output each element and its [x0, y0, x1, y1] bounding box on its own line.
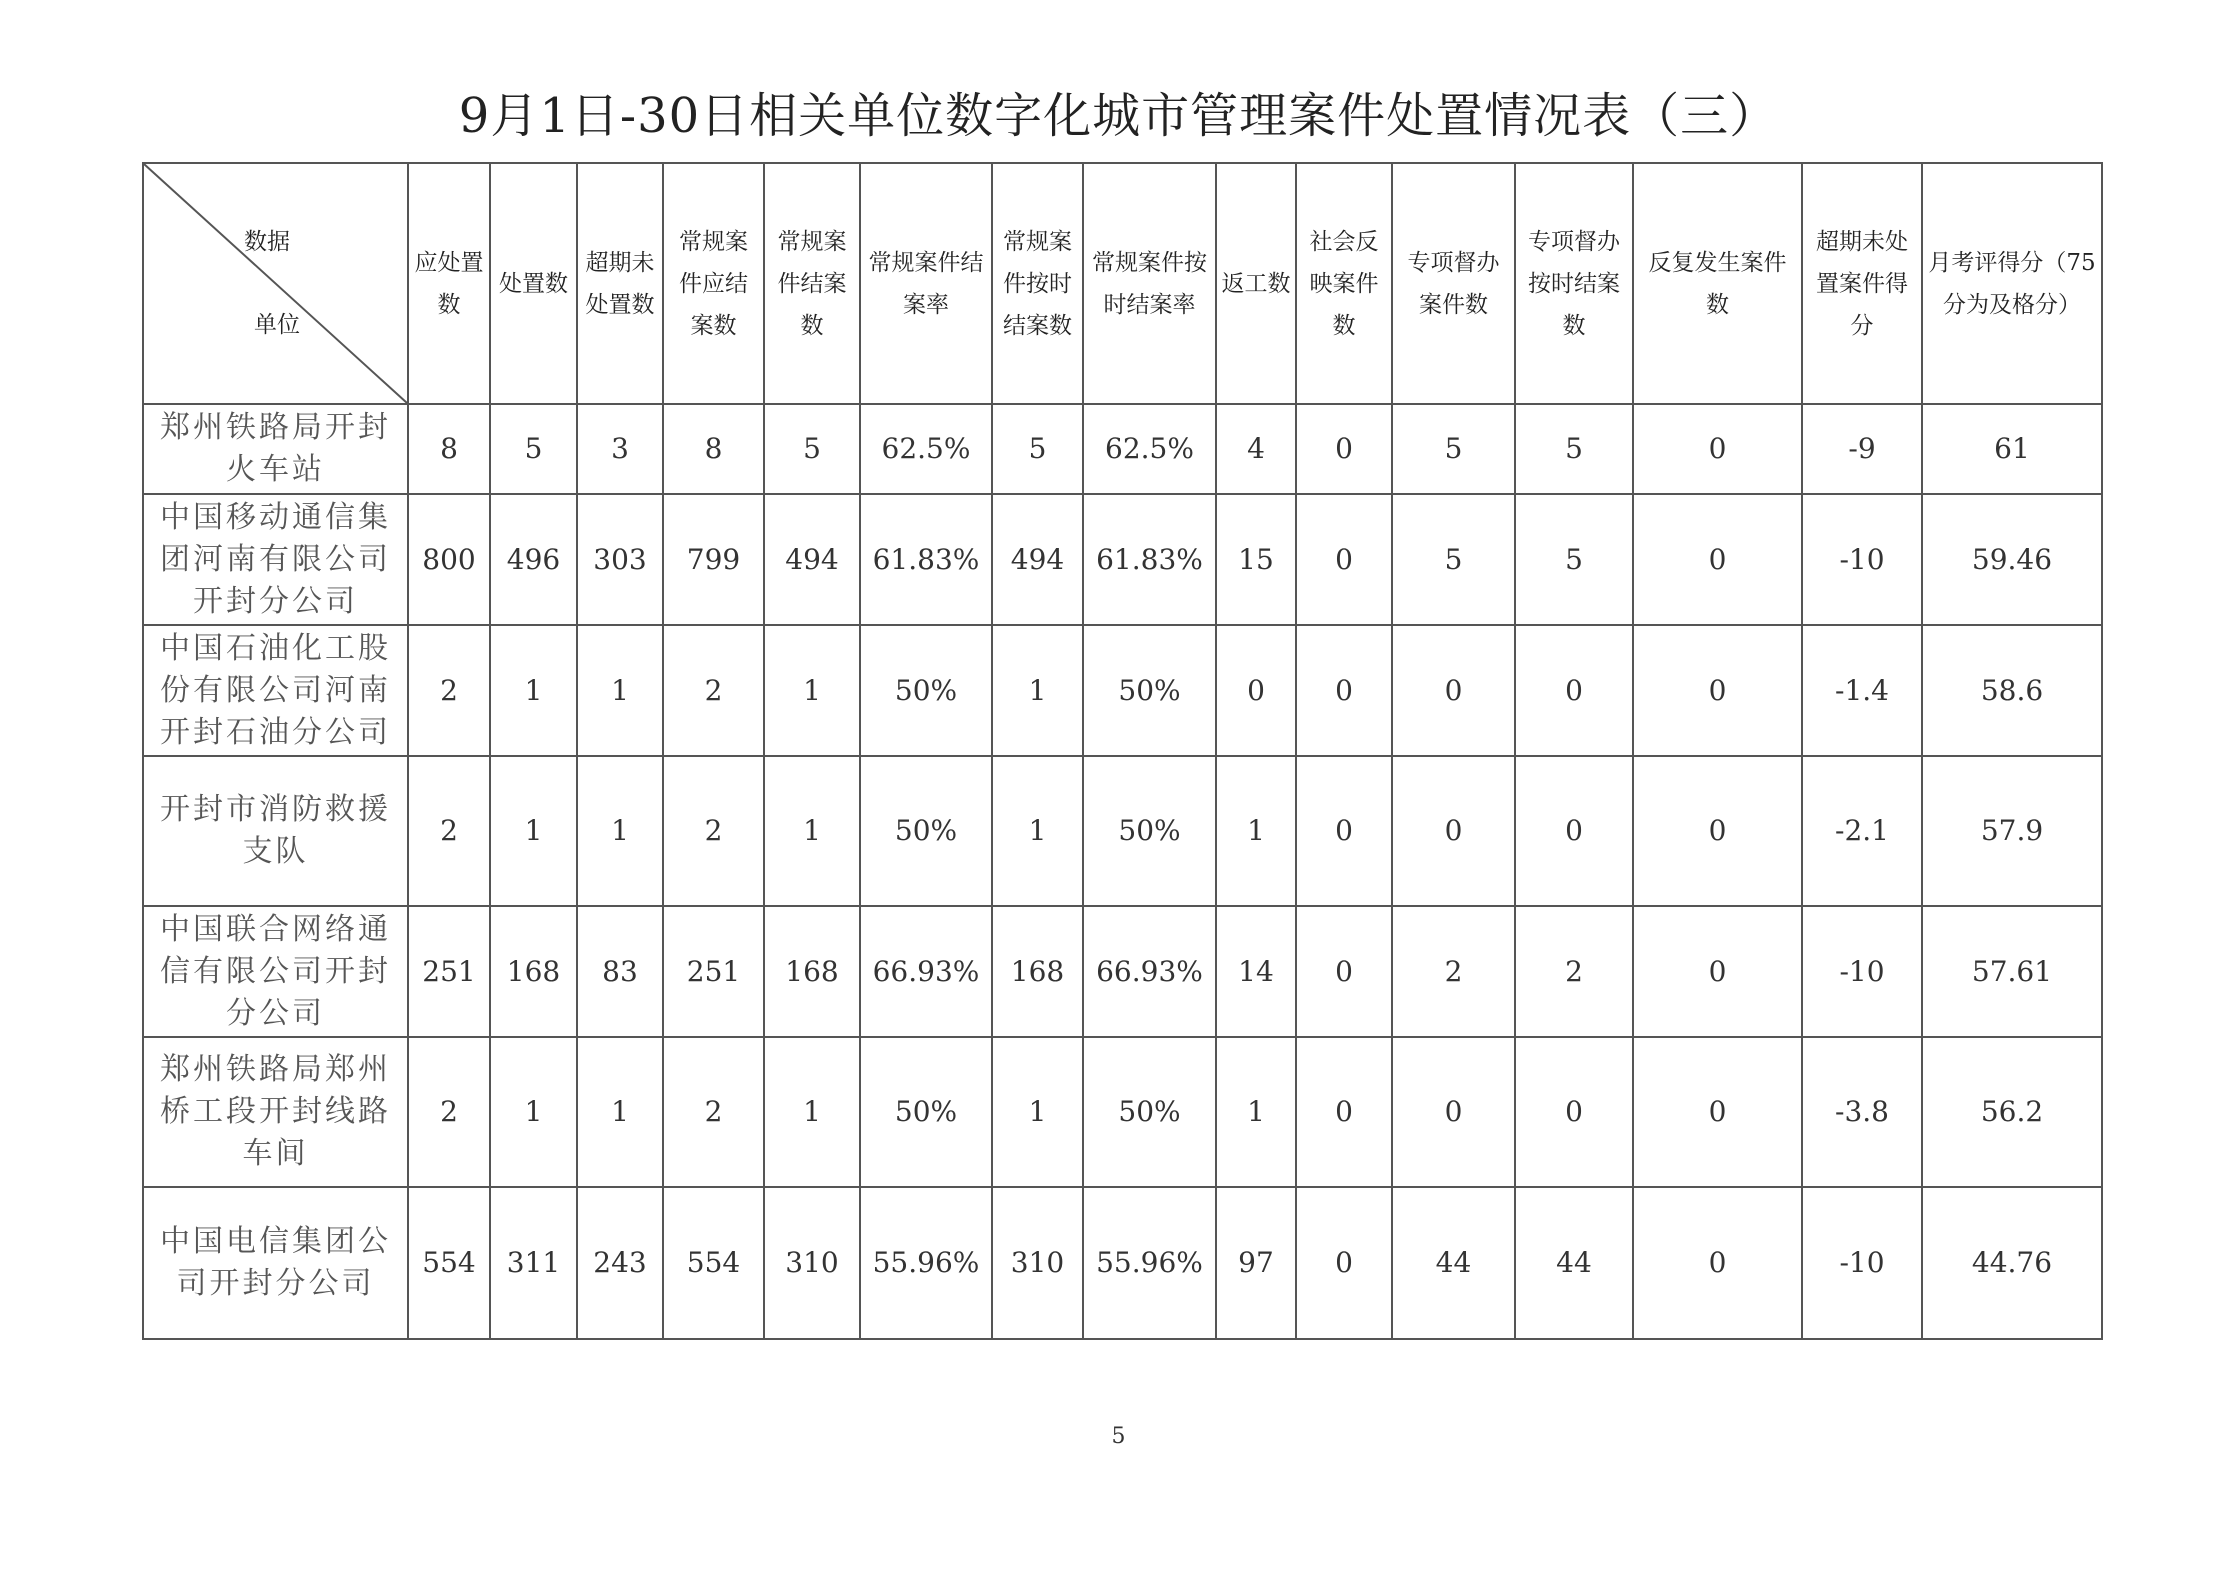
table-cell: 1 [490, 625, 577, 756]
table-cell: 0 [1392, 625, 1515, 756]
table-cell: 1 [764, 1037, 860, 1187]
table-cell: 58.6 [1922, 625, 2102, 756]
table-cell: 0 [1515, 625, 1633, 756]
table-cell: 0 [1633, 625, 1802, 756]
table-cell: 1 [490, 756, 577, 906]
column-header: 超期未处置案件得分 [1802, 163, 1922, 404]
unit-name-cell: 郑州铁路局郑州桥工段开封线路车间 [143, 1037, 408, 1187]
table-cell: 0 [1216, 625, 1296, 756]
table-cell: 168 [764, 906, 860, 1037]
table-cell: 5 [992, 404, 1083, 494]
header-corner-cell [143, 163, 408, 404]
table-cell: 0 [1296, 1187, 1392, 1339]
table-cell: 799 [663, 494, 764, 625]
table-cell: 168 [490, 906, 577, 1037]
table-cell: 0 [1296, 625, 1392, 756]
table-cell: 0 [1633, 1037, 1802, 1187]
table-cell: 2 [663, 625, 764, 756]
table-cell: 56.2 [1922, 1037, 2102, 1187]
table-cell: 2 [408, 1037, 490, 1187]
table-cell: 1 [577, 756, 663, 906]
table-cell: 2 [1392, 906, 1515, 1037]
table-row [143, 756, 2102, 906]
table-cell: 61.83% [1083, 494, 1216, 625]
table-cell: 97 [1216, 1187, 1296, 1339]
table-cell: 1 [992, 1037, 1083, 1187]
column-header: 专项督办案件数 [1392, 163, 1515, 404]
table-cell: 62.5% [1083, 404, 1216, 494]
table-cell: 66.93% [1083, 906, 1216, 1037]
table-cell: 0 [1633, 494, 1802, 625]
column-header: 常规案件结案数 [764, 163, 860, 404]
column-header: 常规案件结案率 [860, 163, 992, 404]
table-cell: 50% [1083, 1037, 1216, 1187]
table-cell: 5 [490, 404, 577, 494]
table-cell: 15 [1216, 494, 1296, 625]
table-cell: 57.9 [1922, 756, 2102, 906]
table-cell: 2 [663, 756, 764, 906]
table-row [143, 625, 2102, 756]
table-cell: 0 [1515, 756, 1633, 906]
table-cell: 251 [408, 906, 490, 1037]
table-cell: 83 [577, 906, 663, 1037]
table-cell: 0 [1296, 494, 1392, 625]
table-cell: 2 [408, 625, 490, 756]
table-cell: 2 [1515, 906, 1633, 1037]
table-cell: 61 [1922, 404, 2102, 494]
column-header: 返工数 [1216, 163, 1296, 404]
table-cell: 1 [992, 756, 1083, 906]
table-cell: 0 [1296, 1037, 1392, 1187]
column-header: 月考评得分（75分为及格分） [1922, 163, 2102, 404]
table-cell: 0 [1392, 1037, 1515, 1187]
table-cell: -1.4 [1802, 625, 1922, 756]
table-cell: 1 [577, 1037, 663, 1187]
table-cell: 62.5% [860, 404, 992, 494]
unit-name-cell: 中国联合网络通信有限公司开封分公司 [143, 906, 408, 1037]
unit-name-cell: 郑州铁路局开封火车站 [143, 404, 408, 494]
column-header: 社会反映案件数 [1296, 163, 1392, 404]
column-header: 处置数 [490, 163, 577, 404]
diagonal-divider-line [144, 164, 407, 403]
table-cell: 1 [1216, 1037, 1296, 1187]
table-cell: 303 [577, 494, 663, 625]
table-cell: 8 [663, 404, 764, 494]
table-cell: 1 [1216, 756, 1296, 906]
table-cell: 800 [408, 494, 490, 625]
table-cell: 310 [764, 1187, 860, 1339]
table-cell: 66.93% [860, 906, 992, 1037]
table-cell: 5 [1392, 404, 1515, 494]
table-row [143, 1037, 2102, 1187]
page-number: 5 [1111, 1424, 1126, 1449]
table-cell: 0 [1296, 906, 1392, 1037]
table-cell: 5 [1515, 494, 1633, 625]
table-cell: 494 [992, 494, 1083, 625]
table-cell: 0 [1633, 404, 1802, 494]
table-cell: -10 [1802, 906, 1922, 1037]
table-row [143, 404, 2102, 494]
column-header: 应处置数 [408, 163, 490, 404]
table-cell: 0 [1633, 756, 1802, 906]
table-cell: 3 [577, 404, 663, 494]
column-header: 超期未处置数 [577, 163, 663, 404]
table-cell: 50% [860, 1037, 992, 1187]
header-corner-unit-label: 单位 [254, 312, 300, 338]
table-cell: 44.76 [1922, 1187, 2102, 1339]
table-cell: 0 [1633, 1187, 1802, 1339]
table-cell: 55.96% [1083, 1187, 1216, 1339]
table-cell: 50% [860, 756, 992, 906]
table-cell: 5 [1515, 404, 1633, 494]
table-cell: 14 [1216, 906, 1296, 1037]
table-cell: 0 [1515, 1037, 1633, 1187]
table-cell: 2 [408, 756, 490, 906]
column-header: 常规案件应结案数 [663, 163, 764, 404]
case-disposal-table [142, 162, 2103, 1340]
table-cell: -10 [1802, 494, 1922, 625]
table-cell: 243 [577, 1187, 663, 1339]
table-cell: 0 [1633, 906, 1802, 1037]
table-cell: 55.96% [860, 1187, 992, 1339]
table-cell: 554 [663, 1187, 764, 1339]
table-cell: 61.83% [860, 494, 992, 625]
column-header: 常规案件按时结案数 [992, 163, 1083, 404]
table-cell: 1 [764, 756, 860, 906]
table-cell: 5 [1392, 494, 1515, 625]
table-row [143, 494, 2102, 625]
table-cell: 311 [490, 1187, 577, 1339]
table-cell: 496 [490, 494, 577, 625]
table-cell: 1 [577, 625, 663, 756]
table-cell: 50% [1083, 625, 1216, 756]
table-cell: 50% [860, 625, 992, 756]
table-cell: -3.8 [1802, 1037, 1922, 1187]
table-cell: 50% [1083, 756, 1216, 906]
table-cell: 57.61 [1922, 906, 2102, 1037]
column-header: 反复发生案件数 [1633, 163, 1802, 404]
table-cell: 0 [1296, 404, 1392, 494]
table-cell: 554 [408, 1187, 490, 1339]
table-cell: 1 [992, 625, 1083, 756]
table-cell: 44 [1392, 1187, 1515, 1339]
column-header: 专项督办按时结案数 [1515, 163, 1633, 404]
table-cell: 251 [663, 906, 764, 1037]
table-row [143, 906, 2102, 1037]
table-cell: 1 [490, 1037, 577, 1187]
table-cell: 8 [408, 404, 490, 494]
table-cell: 310 [992, 1187, 1083, 1339]
table-cell: 494 [764, 494, 860, 625]
unit-name-cell: 中国石油化工股份有限公司河南开封石油分公司 [143, 625, 408, 756]
table-cell: 59.46 [1922, 494, 2102, 625]
table-cell: 4 [1216, 404, 1296, 494]
table-cell: 5 [764, 404, 860, 494]
table-cell: 0 [1296, 756, 1392, 906]
unit-name-cell: 中国移动通信集团河南有限公司开封分公司 [143, 494, 408, 625]
table-cell: 0 [1392, 756, 1515, 906]
table-cell: 44 [1515, 1187, 1633, 1339]
table-cell: -10 [1802, 1187, 1922, 1339]
page-title: 9月1日-30日相关单位数字化城市管理案件处置情况表（三） [458, 88, 1779, 144]
table-cell: 2 [663, 1037, 764, 1187]
table-row [143, 1187, 2102, 1339]
column-header: 常规案件按时结案率 [1083, 163, 1216, 404]
table-cell: 168 [992, 906, 1083, 1037]
table-cell: -9 [1802, 404, 1922, 494]
table-cell: 1 [764, 625, 860, 756]
unit-name-cell: 开封市消防救援支队 [143, 756, 408, 906]
table-cell: -2.1 [1802, 756, 1922, 906]
table-header-row [143, 163, 2102, 404]
unit-name-cell: 中国电信集团公司开封分公司 [143, 1187, 408, 1339]
header-corner-data-label: 数据 [244, 229, 290, 255]
